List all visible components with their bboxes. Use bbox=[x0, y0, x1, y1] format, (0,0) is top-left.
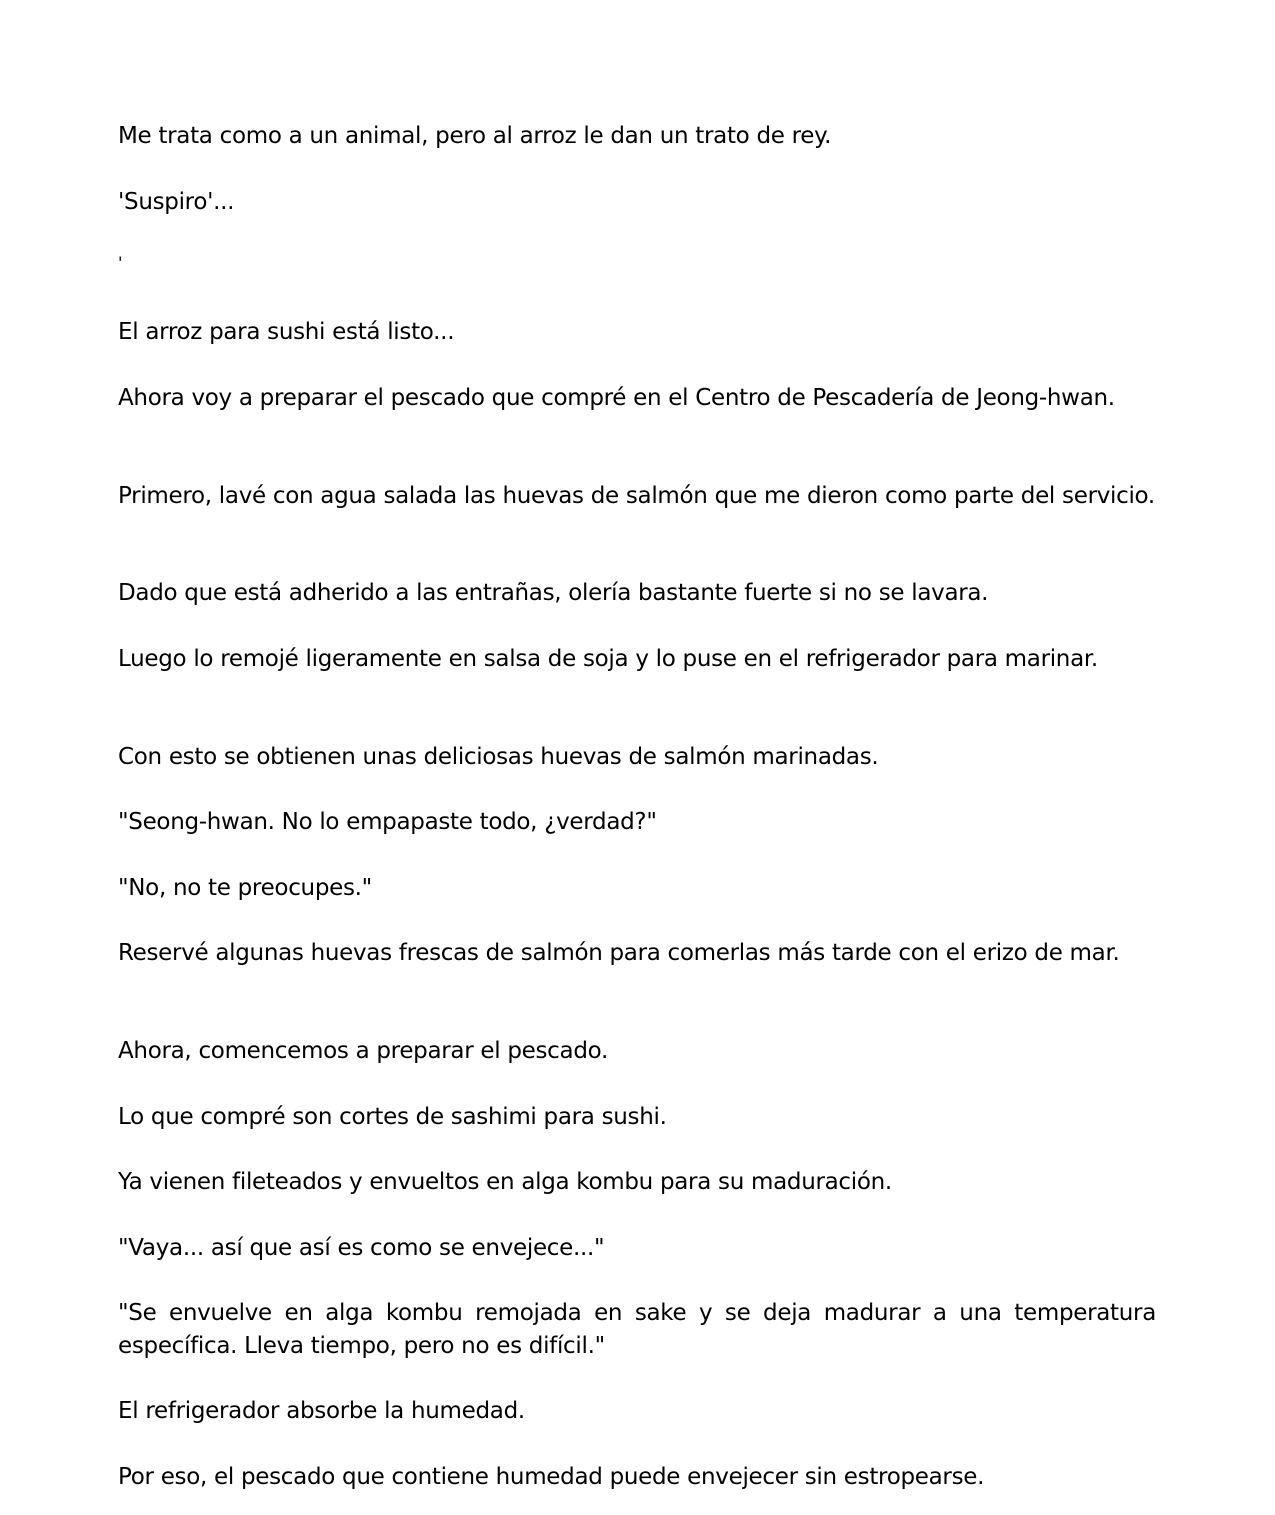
paragraph: Con esto se obtienen unas deliciosas huevas de salmón marinadas. bbox=[118, 744, 879, 770]
paragraph: Por eso, el pescado que contiene humedad puede envejecer sin estropearse. bbox=[118, 1464, 985, 1490]
paragraph: "No, no te preocupes." bbox=[118, 875, 372, 901]
paragraph: Ahora, comencemos a preparar el pescado. bbox=[118, 1038, 608, 1064]
paragraph: ' bbox=[118, 253, 123, 272]
paragraph: "Vaya... así que así es como se envejece..." bbox=[118, 1235, 605, 1261]
paragraph: Lo que compré son cortes de sashimi para sushi. bbox=[118, 1104, 667, 1130]
paragraph: Ya vienen fileteados y envueltos en alga kombu para su maduración. bbox=[118, 1169, 892, 1195]
paragraph: "Seong-hwan. No lo empapaste todo, ¿verdad?" bbox=[118, 809, 657, 835]
paragraph: "Se envuelve en alga kombu remojada en sake y se deja madurar a una temperatura específica. Lleva tiempo, pero no es difícil." bbox=[118, 1300, 1156, 1359]
paragraph: El arroz para sushi está listo... bbox=[118, 319, 455, 345]
paragraph: Luego lo remojé ligeramente en salsa de soja y lo puse en el refrigerador para marinar. bbox=[118, 646, 1098, 672]
paragraph: Ahora voy a preparar el pescado que compré en el Centro de Pescadería de Jeong-hwan. bbox=[118, 385, 1115, 411]
paragraph: 'Suspiro'... bbox=[118, 189, 235, 215]
paragraph: Me trata como a un animal, pero al arroz le dan un trato de rey. bbox=[118, 123, 832, 149]
paragraph: Primero, lavé con agua salada las huevas de salmón que me dieron como parte del servicio. bbox=[118, 483, 1155, 509]
paragraph: Reservé algunas huevas frescas de salmón para comerlas más tarde con el erizo de mar. bbox=[118, 940, 1120, 966]
paragraph: El refrigerador absorbe la humedad. bbox=[118, 1398, 525, 1424]
paragraph: Dado que está adherido a las entrañas, olería bastante fuerte si no se lavara. bbox=[118, 580, 989, 606]
